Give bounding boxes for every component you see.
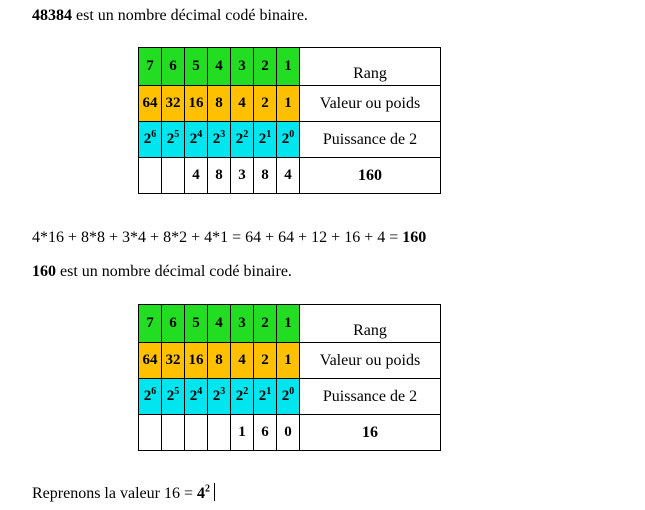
intro-text: est un nombre décimal codé binaire. bbox=[56, 263, 292, 280]
equation-result: 160 bbox=[402, 229, 427, 246]
rank-cell: 2 bbox=[254, 305, 277, 343]
rank-cell: 3 bbox=[231, 48, 254, 86]
power-base: 2 bbox=[212, 388, 221, 404]
power-exponent: 4 bbox=[197, 386, 203, 397]
power-exponent: 1 bbox=[266, 386, 272, 397]
weights-cell: 64 bbox=[139, 86, 162, 122]
power-exponent: 0 bbox=[289, 129, 295, 140]
power-base: 2 bbox=[166, 131, 175, 147]
weights-cell: 16 bbox=[185, 343, 208, 379]
power-exponent: 5 bbox=[174, 386, 180, 397]
table-row-digits bbox=[139, 415, 441, 451]
power-base: 2 bbox=[258, 388, 267, 404]
digits-cell bbox=[139, 415, 162, 451]
power-exponent: 6 bbox=[151, 129, 157, 140]
weights-cell: 4 bbox=[231, 343, 254, 379]
powers-cell bbox=[208, 379, 231, 415]
rank-cell: 5 bbox=[185, 305, 208, 343]
power-exponent: 5 bbox=[174, 129, 180, 140]
rank-label: Rang bbox=[300, 48, 441, 86]
final-text: Reprenons la valeur 16 = bbox=[32, 485, 197, 502]
digits-cell bbox=[185, 415, 208, 451]
digits-cell: 4 bbox=[185, 158, 208, 194]
weights-cell: 32 bbox=[162, 343, 185, 379]
power-exponent: 6 bbox=[151, 386, 157, 397]
table-row-weights bbox=[139, 343, 441, 379]
power-base: 2 bbox=[189, 388, 198, 404]
final-power bbox=[197, 485, 210, 502]
powers-cell bbox=[277, 122, 300, 158]
rank-cell: 7 bbox=[139, 48, 162, 86]
table-row-digits bbox=[139, 158, 441, 194]
rank-cell: 1 bbox=[277, 48, 300, 86]
rank-cell: 2 bbox=[254, 48, 277, 86]
digits-cell: 4 bbox=[277, 158, 300, 194]
power-base: 2 bbox=[189, 131, 198, 147]
rank-cell: 7 bbox=[139, 305, 162, 343]
result-cell: 16 bbox=[300, 415, 441, 451]
powers-cell bbox=[139, 379, 162, 415]
intro-number: 48384 bbox=[32, 7, 72, 24]
powers-cell bbox=[162, 379, 185, 415]
powers-label: Puissance de 2 bbox=[300, 379, 441, 415]
table-row-rank bbox=[139, 305, 441, 343]
power-exponent: 4 bbox=[197, 129, 203, 140]
digits-cell bbox=[162, 158, 185, 194]
powers-cell bbox=[185, 379, 208, 415]
conversion-table-2 bbox=[138, 304, 441, 451]
weights-cell: 16 bbox=[185, 86, 208, 122]
weights-cell: 8 bbox=[208, 343, 231, 379]
powers-cell bbox=[254, 122, 277, 158]
powers-cell bbox=[254, 379, 277, 415]
rank-label: Rang bbox=[300, 305, 441, 343]
equation-line bbox=[32, 229, 426, 247]
equation-text: 4*16 + 8*8 + 3*4 + 8*2 + 4*1 = 64 + 64 + 12 + 16 + 4 = bbox=[32, 229, 403, 246]
intro-text: est un nombre décimal codé binaire. bbox=[72, 7, 308, 24]
digits-cell bbox=[208, 415, 231, 451]
power-exponent: 0 bbox=[289, 386, 295, 397]
rank-cell: 6 bbox=[162, 305, 185, 343]
power-base: 2 bbox=[235, 131, 244, 147]
powers-label: Puissance de 2 bbox=[300, 122, 441, 158]
final-base: 4 bbox=[196, 485, 205, 502]
digits-cell bbox=[162, 415, 185, 451]
digits-cell: 3 bbox=[231, 158, 254, 194]
table-row-powers bbox=[139, 122, 441, 158]
digits-cell: 6 bbox=[254, 415, 277, 451]
weights-cell: 1 bbox=[277, 86, 300, 122]
intro-line-2 bbox=[32, 263, 292, 281]
final-line bbox=[32, 483, 215, 503]
weights-cell: 64 bbox=[139, 343, 162, 379]
power-base: 2 bbox=[166, 388, 175, 404]
weights-cell: 2 bbox=[254, 343, 277, 379]
power-exponent: 2 bbox=[243, 129, 249, 140]
power-exponent: 1 bbox=[266, 129, 272, 140]
powers-cell bbox=[231, 379, 254, 415]
weights-cell: 4 bbox=[231, 86, 254, 122]
rank-cell: 5 bbox=[185, 48, 208, 86]
rank-cell: 4 bbox=[208, 305, 231, 343]
digits-cell: 8 bbox=[208, 158, 231, 194]
power-exponent: 2 bbox=[243, 386, 249, 397]
weights-label: Valeur ou poids bbox=[300, 86, 441, 122]
rank-cell: 1 bbox=[277, 305, 300, 343]
powers-cell bbox=[139, 122, 162, 158]
powers-cell bbox=[185, 122, 208, 158]
power-base: 2 bbox=[281, 131, 290, 147]
table-row-weights bbox=[139, 86, 441, 122]
text-cursor[interactable] bbox=[214, 483, 215, 501]
rank-cell: 6 bbox=[162, 48, 185, 86]
powers-cell bbox=[277, 379, 300, 415]
power-base: 2 bbox=[212, 131, 221, 147]
power-base: 2 bbox=[143, 131, 152, 147]
power-exponent: 3 bbox=[220, 129, 226, 140]
powers-cell bbox=[162, 122, 185, 158]
digits-cell: 1 bbox=[231, 415, 254, 451]
powers-cell bbox=[208, 122, 231, 158]
weights-cell: 2 bbox=[254, 86, 277, 122]
intro-number: 160 bbox=[32, 263, 56, 280]
digits-cell bbox=[139, 158, 162, 194]
powers-cell bbox=[231, 122, 254, 158]
table-row-rank bbox=[139, 48, 441, 86]
intro-line-1 bbox=[32, 7, 308, 25]
weights-label: Valeur ou poids bbox=[300, 343, 441, 379]
rank-cell: 4 bbox=[208, 48, 231, 86]
power-exponent: 3 bbox=[220, 386, 226, 397]
power-base: 2 bbox=[143, 388, 152, 404]
power-base: 2 bbox=[258, 131, 267, 147]
power-base: 2 bbox=[281, 388, 290, 404]
power-base: 2 bbox=[235, 388, 244, 404]
conversion-table-1 bbox=[138, 47, 441, 194]
weights-cell: 32 bbox=[162, 86, 185, 122]
rank-cell: 3 bbox=[231, 305, 254, 343]
result-cell: 160 bbox=[300, 158, 441, 194]
table-row-powers bbox=[139, 379, 441, 415]
weights-cell: 8 bbox=[208, 86, 231, 122]
weights-cell: 1 bbox=[277, 343, 300, 379]
final-exp: 2 bbox=[204, 483, 210, 495]
digits-cell: 0 bbox=[277, 415, 300, 451]
digits-cell: 8 bbox=[254, 158, 277, 194]
